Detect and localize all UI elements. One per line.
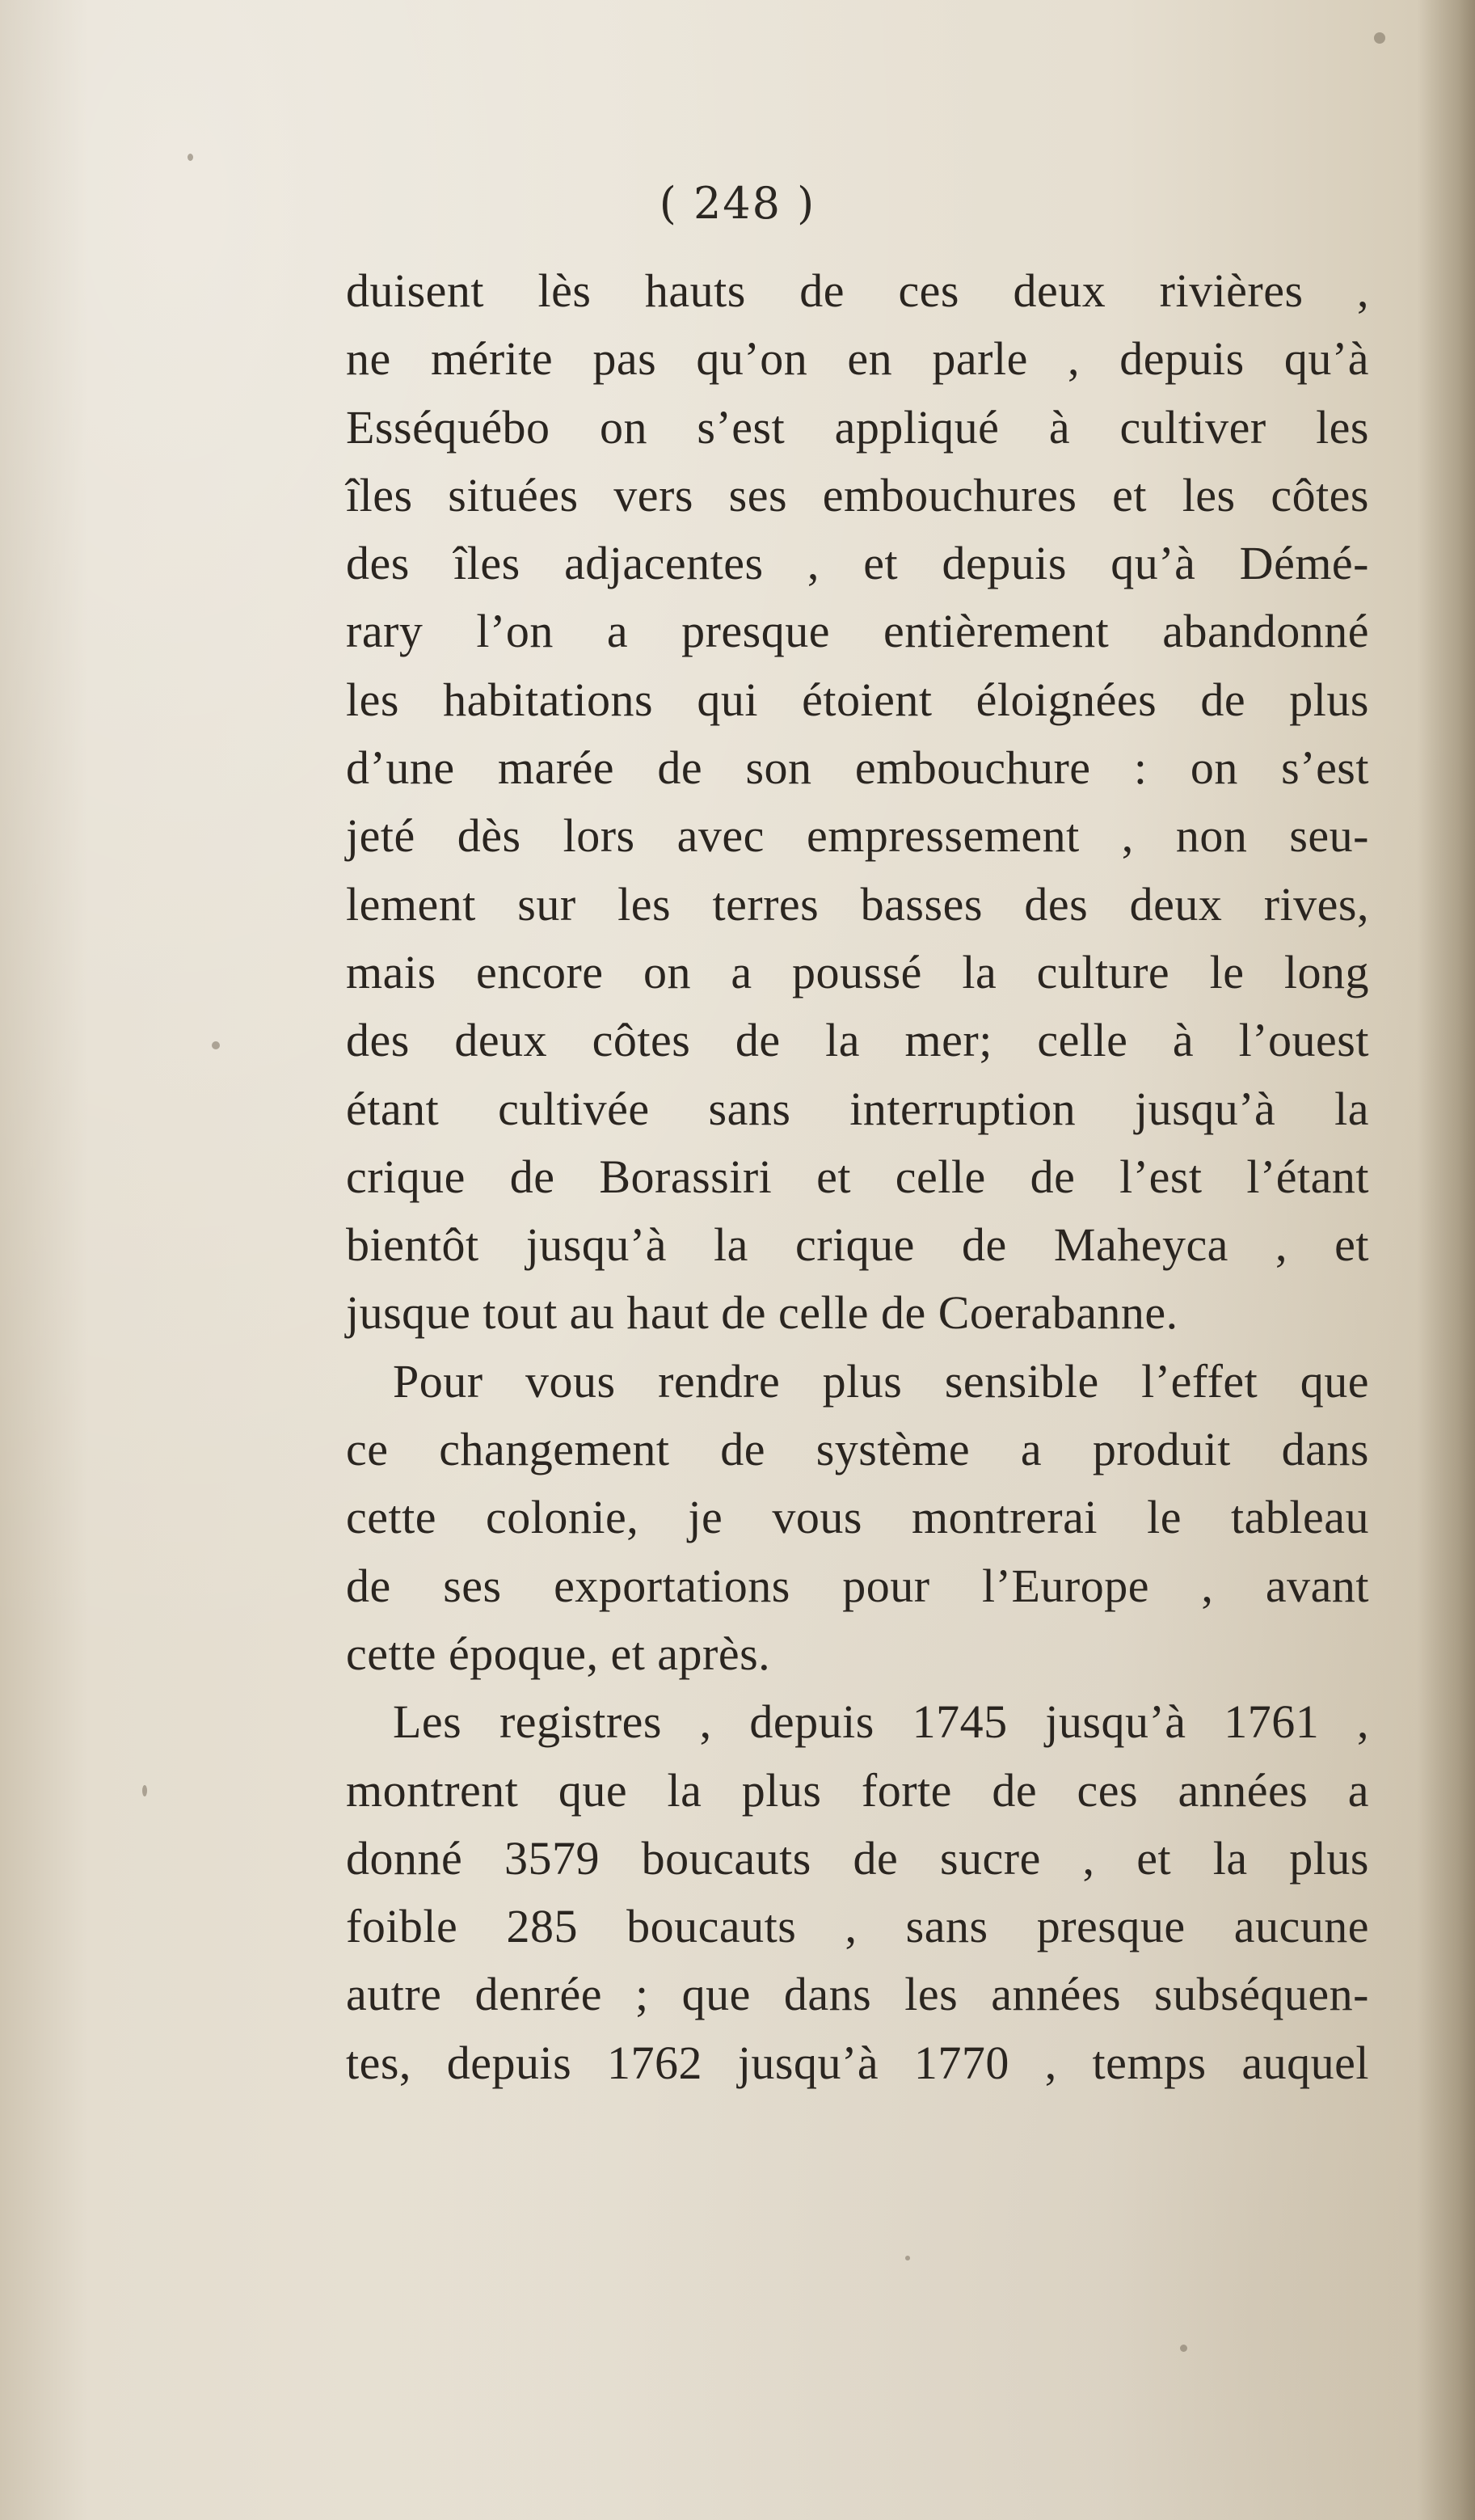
text-line: Les registres , depuis 1745 jusqu’à 1761 , [393, 1695, 1369, 1749]
paper-speck [212, 1041, 220, 1049]
text-line: étant cultivée sans interruption jusqu’à la [346, 1082, 1369, 1135]
text-line: jeté dès lors avec empressement , non seu- [346, 809, 1369, 863]
text-line: mais encore on a poussé la culture le long [346, 945, 1369, 998]
text-line: cette époque, et après. [346, 1627, 771, 1680]
text-line: Pour vous rendre plus sensible l’effet que [393, 1354, 1369, 1408]
text-line: Esséquébo on s’est appliqué à cultiver les [346, 400, 1369, 454]
paper-speck [188, 154, 193, 161]
text-line: îles situées vers ses embouchures et les côtes [346, 468, 1369, 521]
text-line: duisent lès hauts de ces deux rivières , [346, 264, 1369, 317]
page-gutter-shadow [1418, 0, 1475, 2520]
paper-speck [905, 2256, 910, 2260]
text-line: ne mérite pas qu’on en parle , depuis qu’à [346, 332, 1369, 386]
paper-speck [1180, 2345, 1187, 2352]
page-number: ( 248 ) [659, 178, 816, 229]
text-line: foible 285 boucauts , sans presque aucune [346, 1900, 1369, 1953]
text-line: jusque tout au haut de celle de Coerabanne. [346, 1286, 1178, 1340]
text-line: les habitations qui étoient éloignées de plus [346, 673, 1369, 726]
paper-speck [142, 1785, 147, 1796]
paper-speck [1374, 32, 1385, 44]
text-line: donné 3579 boucauts de sucre , et la plus [346, 1831, 1369, 1885]
text-line: tes, depuis 1762 jusqu’à 1770 , temps auquel [346, 2036, 1369, 2089]
text-line: ce changement de système a produit dans [346, 1423, 1369, 1476]
text-line: d’une marée de son embouchure : on s’est [346, 741, 1369, 795]
text-line: autre denrée ; que dans les années subséquen- [346, 1968, 1369, 2021]
text-line: lement sur les terres basses des deux rives, [346, 877, 1369, 931]
text-line: cette colonie, je vous montrerai le tableau [346, 1491, 1369, 1544]
text-line: de ses exportations pour l’Europe , avant [346, 1559, 1369, 1612]
text-line: bientôt jusqu’à la crique de Maheyca , et [346, 1218, 1369, 1272]
text-line: des deux côtes de la mer; celle à l’ouest [346, 1014, 1369, 1067]
body-text [346, 257, 1369, 2097]
text-line: rary l’on a presque entièrement abandonné [346, 605, 1369, 658]
text-line: montrent que la plus forte de ces années a [346, 1763, 1369, 1817]
text-line: crique de Borassiri et celle de l’est l’étant [346, 1150, 1369, 1203]
text-line: des îles adjacentes , et depuis qu’à Démé- [346, 537, 1369, 590]
